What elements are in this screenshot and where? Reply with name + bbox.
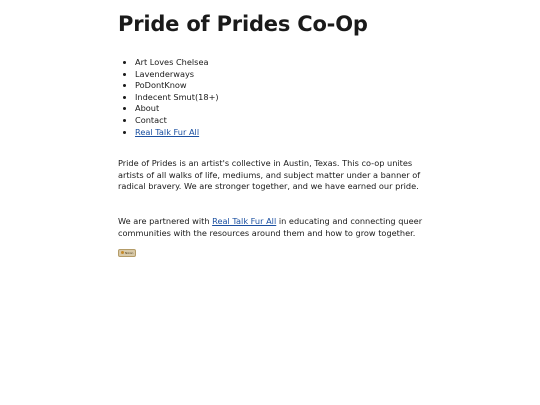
nav-item-contact: • Contact — [135, 115, 428, 127]
nav-item-real-talk-fur-all — [135, 127, 428, 139]
partner-prefix: We are partnered with — [118, 215, 213, 226]
nav-item-podontknow: • PoDontKnow — [135, 80, 428, 92]
nav-link-real-talk-fur-all[interactable]: Real Talk Fur All — [135, 126, 200, 137]
nav-item-indecent-smut: • Indecent Smut(18+) — [135, 92, 428, 104]
partner-suffix: in educating and connecting queer communities with the resources around them and how to grow together. — [118, 215, 423, 238]
nav-item-art-loves-chelsea: • Art Loves Chelsea — [135, 57, 428, 69]
partner-paragraph — [118, 216, 428, 239]
badge-label: Nikon — [125, 250, 134, 255]
badge-icon — [121, 251, 124, 254]
page-content — [118, 10, 428, 258]
intro-paragraph: Pride of Prides is an artist's collective in Austin, Texas. This co-op unites artists of all walks of life, mediums, and subject matter under a banner of radical bravery. We are stronger together, and we have earned our pride. — [118, 158, 421, 192]
partner-link[interactable]: Real Talk Fur All — [212, 215, 277, 226]
badge-button[interactable] — [118, 249, 136, 257]
nav-list — [118, 57, 428, 138]
nav-item-lavenderways: • Lavenderways — [135, 69, 428, 81]
page-title: Pride of Prides Co-Op — [118, 12, 368, 36]
nav-item-about: • About — [135, 103, 428, 115]
